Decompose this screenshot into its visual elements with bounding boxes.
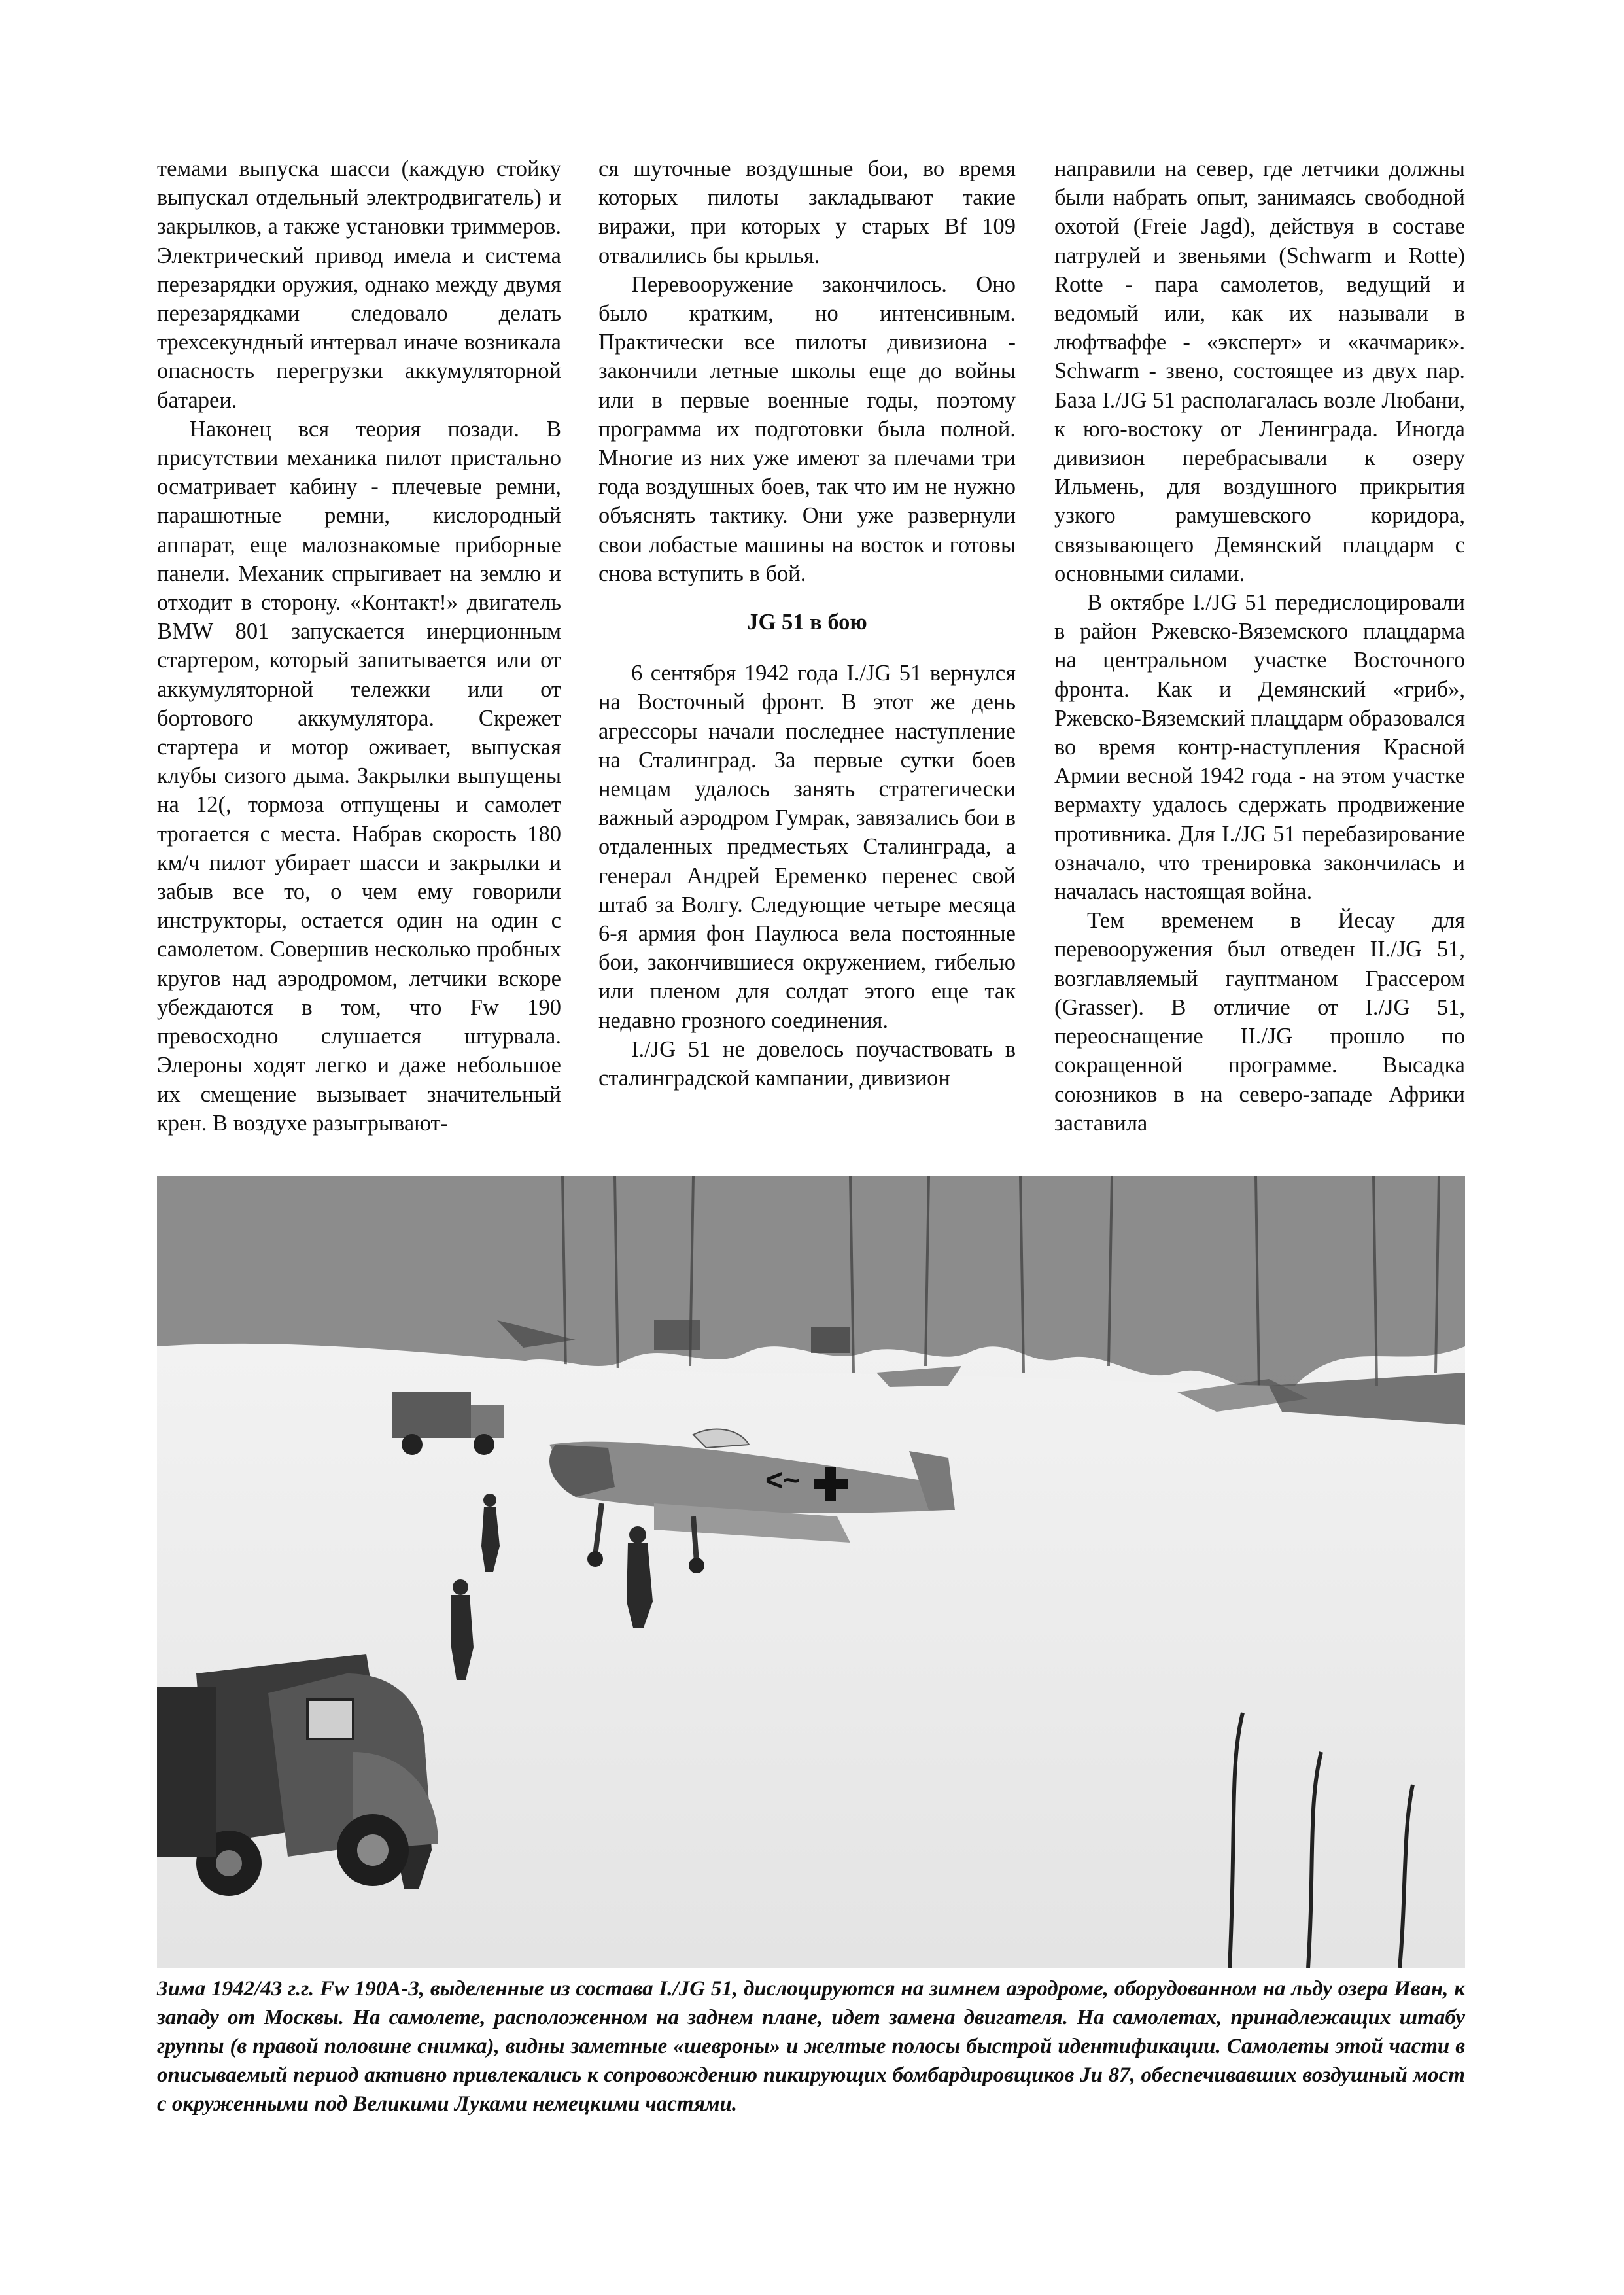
paragraph: 6 сентября 1942 года I./JG 51 вернулся на Восточный фронт. В этот же день агрессоры начали последнее наступление на Сталинград. За первые сутки боев немцам удалось занять стратегически важный аэродром Гумрак, завязались бои в отдаленных предместьях Сталинграда, а генерал Андрей Еременко перенес свой штаб за Волгу. Следующие четыре месяца 6-я армия фон Паулюса вела постоянные бои, закончившиеся окружением, гибелью или пленом для солдат этого еще так недавно грозного соединения. (598, 661, 1016, 1033)
paragraph: направили на север, где летчики должны были набрать опыт, занимаясь свободной охотой (Freie Jagd), действуя в составе патрулей и звеньями (Schwarm и Rotte) Rotte - пара самолетов, ведущий и ведомый или, как их называли в люфтваффе - «эксперт» и «качмарик». Schwarm - звено, состоящее из двух пар. База I./JG 51 располагалась возле Любани, к юго-востоку от Ленинграда. Иногда дивизион перебрасывали к озеру Ильмень, для воздушного прикрытия узкого рамушевского коридора, связывающего Демянский плацдарм с основными силами. (1054, 156, 1465, 586)
paragraph: Наконец вся теория позади. В присутствии механика пилот пристально осматривает кабину - плечевые ремни, парашютные ремни, кислородный аппарат, еще малознакомые приборные панели. Механик спрыгивает на землю и отходит в сторону. «Контакт!» двигатель BMW 801 запускается инерционным стартером, который запитывается или от аккумуляторной тележки или от бортового аккумулятора. Скрежет стартера и мотор оживает, выпуская клубы сизого дыма. Закрылки выпущены на 12(, тормоза отпущены и самолет трогается с места. Набрав скорость 180 км/ч пилот убирает шасси и закрылки и забыв все то, о чем ему говорили инструкторы, остается один на один с самолетом. Совершив несколько пробных кругов над аэродромом, летчики вскоре убеждаются в том, что Fw 190 превосходно слушается штурвала. Элероны ходят легко и даже небольшое их смещение вызывает значительный крен. В воздухе разыгрывают- (157, 416, 561, 1136)
text-column-2 (598, 154, 1016, 1093)
winter-airfield-photo (157, 1176, 1465, 1968)
paragraph: темами выпуска шасси (каждую стойку выпускал отдельный электродвигатель) и закрылков, а также установки триммеров. Электрический привод имела и система перезарядки оружия, однако между двумя перезарядками следовало делать трехсекундный интервал иначе возникала опасность перегрузки аккумуляторной батареи. (157, 156, 561, 413)
photo-caption: Зима 1942/43 г.г. Fw 190А-3, выделенные из состава I./JG 51, дислоцируются на зимнем аэродроме, оборудованном на льду озера Иван, к западу от Москвы. На самолете, расположенном на заднем плане, идет замена двигателя. На самолетах, принадлежащих штабу группы (в правой половине снимка), видны заметные «шевроны» и желтые полосы быстрой идентификации. Самолеты этой части в описываемый период активно привлекались к сопровождению пикирующих бомбардировщиков Ju 87, обеспечивавших воздушный мост с окруженными под Великими Луками немецкими частями. (157, 1977, 1465, 2116)
photo-illustration (157, 1176, 1465, 1968)
text-column-3 (1054, 154, 1465, 1138)
paragraph: I./JG 51 не довелось поучаствовать в сталинградской кампании, дивизион (598, 1036, 1016, 1091)
paragraph: В октябре I./JG 51 передислоцировали в район Ржевско-Вяземского плацдарма на центральном участке Восточного фронта. Как и Демянский «гриб», Ржевско-Вяземский плацдарм образовался во время контр-наступления Красной Армии весной 1942 года - на этом участке вермахту удалось сдержать продвижение противника. Для I./JG 51 перебазирование означало, что тренировка закончилась и началась настоящая война. (1054, 590, 1465, 905)
paragraph: Тем временем в Йесау для перевооружения был отведен II./JG 51, возглавляемый гауптманом Грассером (Grasser). В отличие от I./JG 51, переоснащение II./JG прошло по сокращенной программе. Высадка союзников в на северо-западе Африки заставила (1054, 908, 1465, 1136)
aircraft-marking-code: <~ (765, 1463, 801, 1497)
section-heading: JG 51 в бою (747, 610, 867, 635)
text-column-1 (157, 154, 561, 1138)
paragraph: ся шуточные воздушные бои, во время которых пилоты закладывают такие виражи, при которых у старых Bf 109 отвалились бы крылья. (598, 156, 1016, 268)
paragraph: Перевооружение закончилось. Оно было кратким, но интенсивным. Практически все пилоты дивизиона - закончили летные школы еще до войны или в первые военные годы, поэтому программа их подготовки была полной. Многие из них уже имеют за плечами три года воздушных боев, так что им не нужно объяснять тактику. Они уже развернули свои лобастые машины на восток и готовы снова вступить в бой. (598, 272, 1016, 586)
